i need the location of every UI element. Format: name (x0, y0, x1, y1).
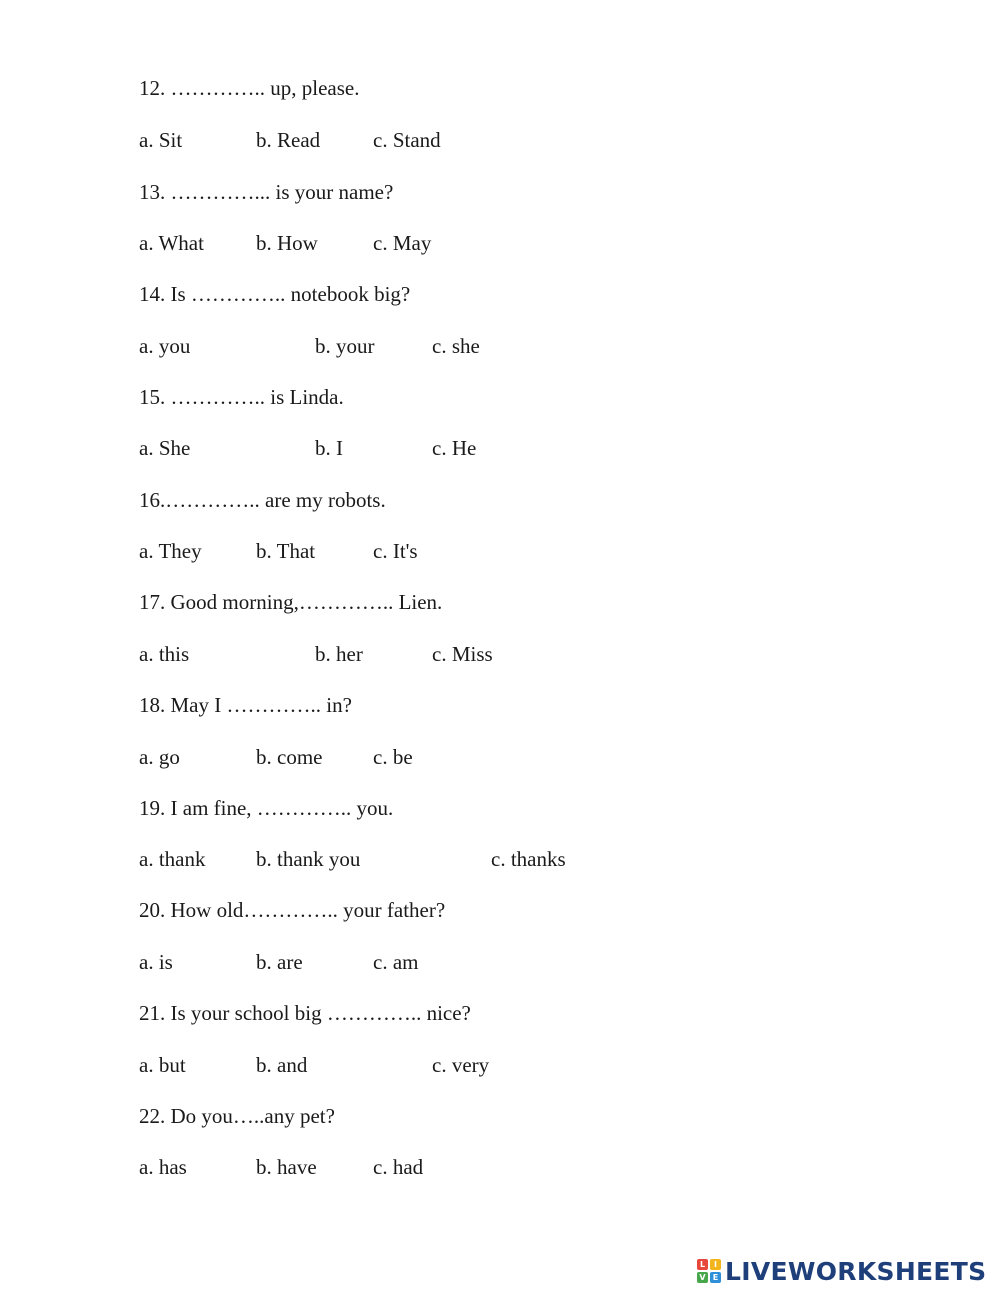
option-b: b. are (256, 950, 303, 974)
logo-tile-e: E (710, 1272, 721, 1283)
liveworksheets-logo-icon (697, 1259, 721, 1283)
option-a: a. has (139, 1155, 187, 1179)
option-a: a. this (139, 642, 190, 666)
option-a: a. is (139, 950, 173, 974)
question-21-prompt: 21. Is your school big ………….. nice? (139, 1001, 471, 1025)
option-c: c. Stand (373, 128, 441, 152)
logo-wordmark: LIVEWORKSHEETS (725, 1256, 987, 1286)
option-a: a. go (139, 745, 180, 769)
option-b: b. thank you (256, 847, 361, 871)
option-a: a. thank (139, 847, 206, 871)
question-12-prompt: 12. ………….. up, please. (139, 76, 360, 100)
option-b: b. have (256, 1155, 317, 1179)
option-c: c. she (432, 334, 480, 358)
question-19-prompt: 19. I am fine, ………….. you. (139, 796, 394, 820)
question-16-prompt: 16.………….. are my robots. (139, 488, 386, 512)
question-17-prompt: 17. Good morning,………….. Lien. (139, 590, 443, 614)
question-14-prompt: 14. Is ………….. notebook big? (139, 282, 411, 306)
question-13-prompt: 13. …………... is your name? (139, 180, 394, 204)
option-b: b. Read (256, 128, 321, 152)
option-b: b. your (315, 334, 375, 358)
option-b: b. and (256, 1053, 308, 1077)
option-c: c. It's (373, 539, 418, 563)
question-15-prompt: 15. ………….. is Linda. (139, 385, 344, 409)
question-18-prompt: 18. May I ………….. in? (139, 693, 352, 717)
option-c: c. Miss (432, 642, 493, 666)
question-20-prompt: 20. How old………….. your father? (139, 898, 446, 922)
option-a: a. They (139, 539, 202, 563)
logo-tile-l: L (697, 1259, 708, 1270)
option-b: b. come (256, 745, 323, 769)
option-c: c. He (432, 436, 477, 460)
question-22-prompt: 22. Do you…..any pet? (139, 1104, 335, 1128)
option-c: c. had (373, 1155, 424, 1179)
option-c: c. am (373, 950, 419, 974)
option-a: a. Sit (139, 128, 183, 152)
option-b: b. I (315, 436, 343, 460)
logo-tile-v: V (697, 1272, 708, 1283)
liveworksheets-logo (697, 1254, 986, 1288)
option-a: a. What (139, 231, 204, 255)
option-a: a. She (139, 436, 191, 460)
option-a: a. but (139, 1053, 186, 1077)
option-c: c. very (432, 1053, 490, 1077)
option-c: c. May (373, 231, 432, 255)
option-c: c. thanks (491, 847, 566, 871)
option-c: c. be (373, 745, 413, 769)
option-b: b. That (256, 539, 316, 563)
option-b: b. How (256, 231, 318, 255)
logo-tile-i: I (710, 1259, 721, 1270)
option-a: a. you (139, 334, 191, 358)
option-b: b. her (315, 642, 363, 666)
